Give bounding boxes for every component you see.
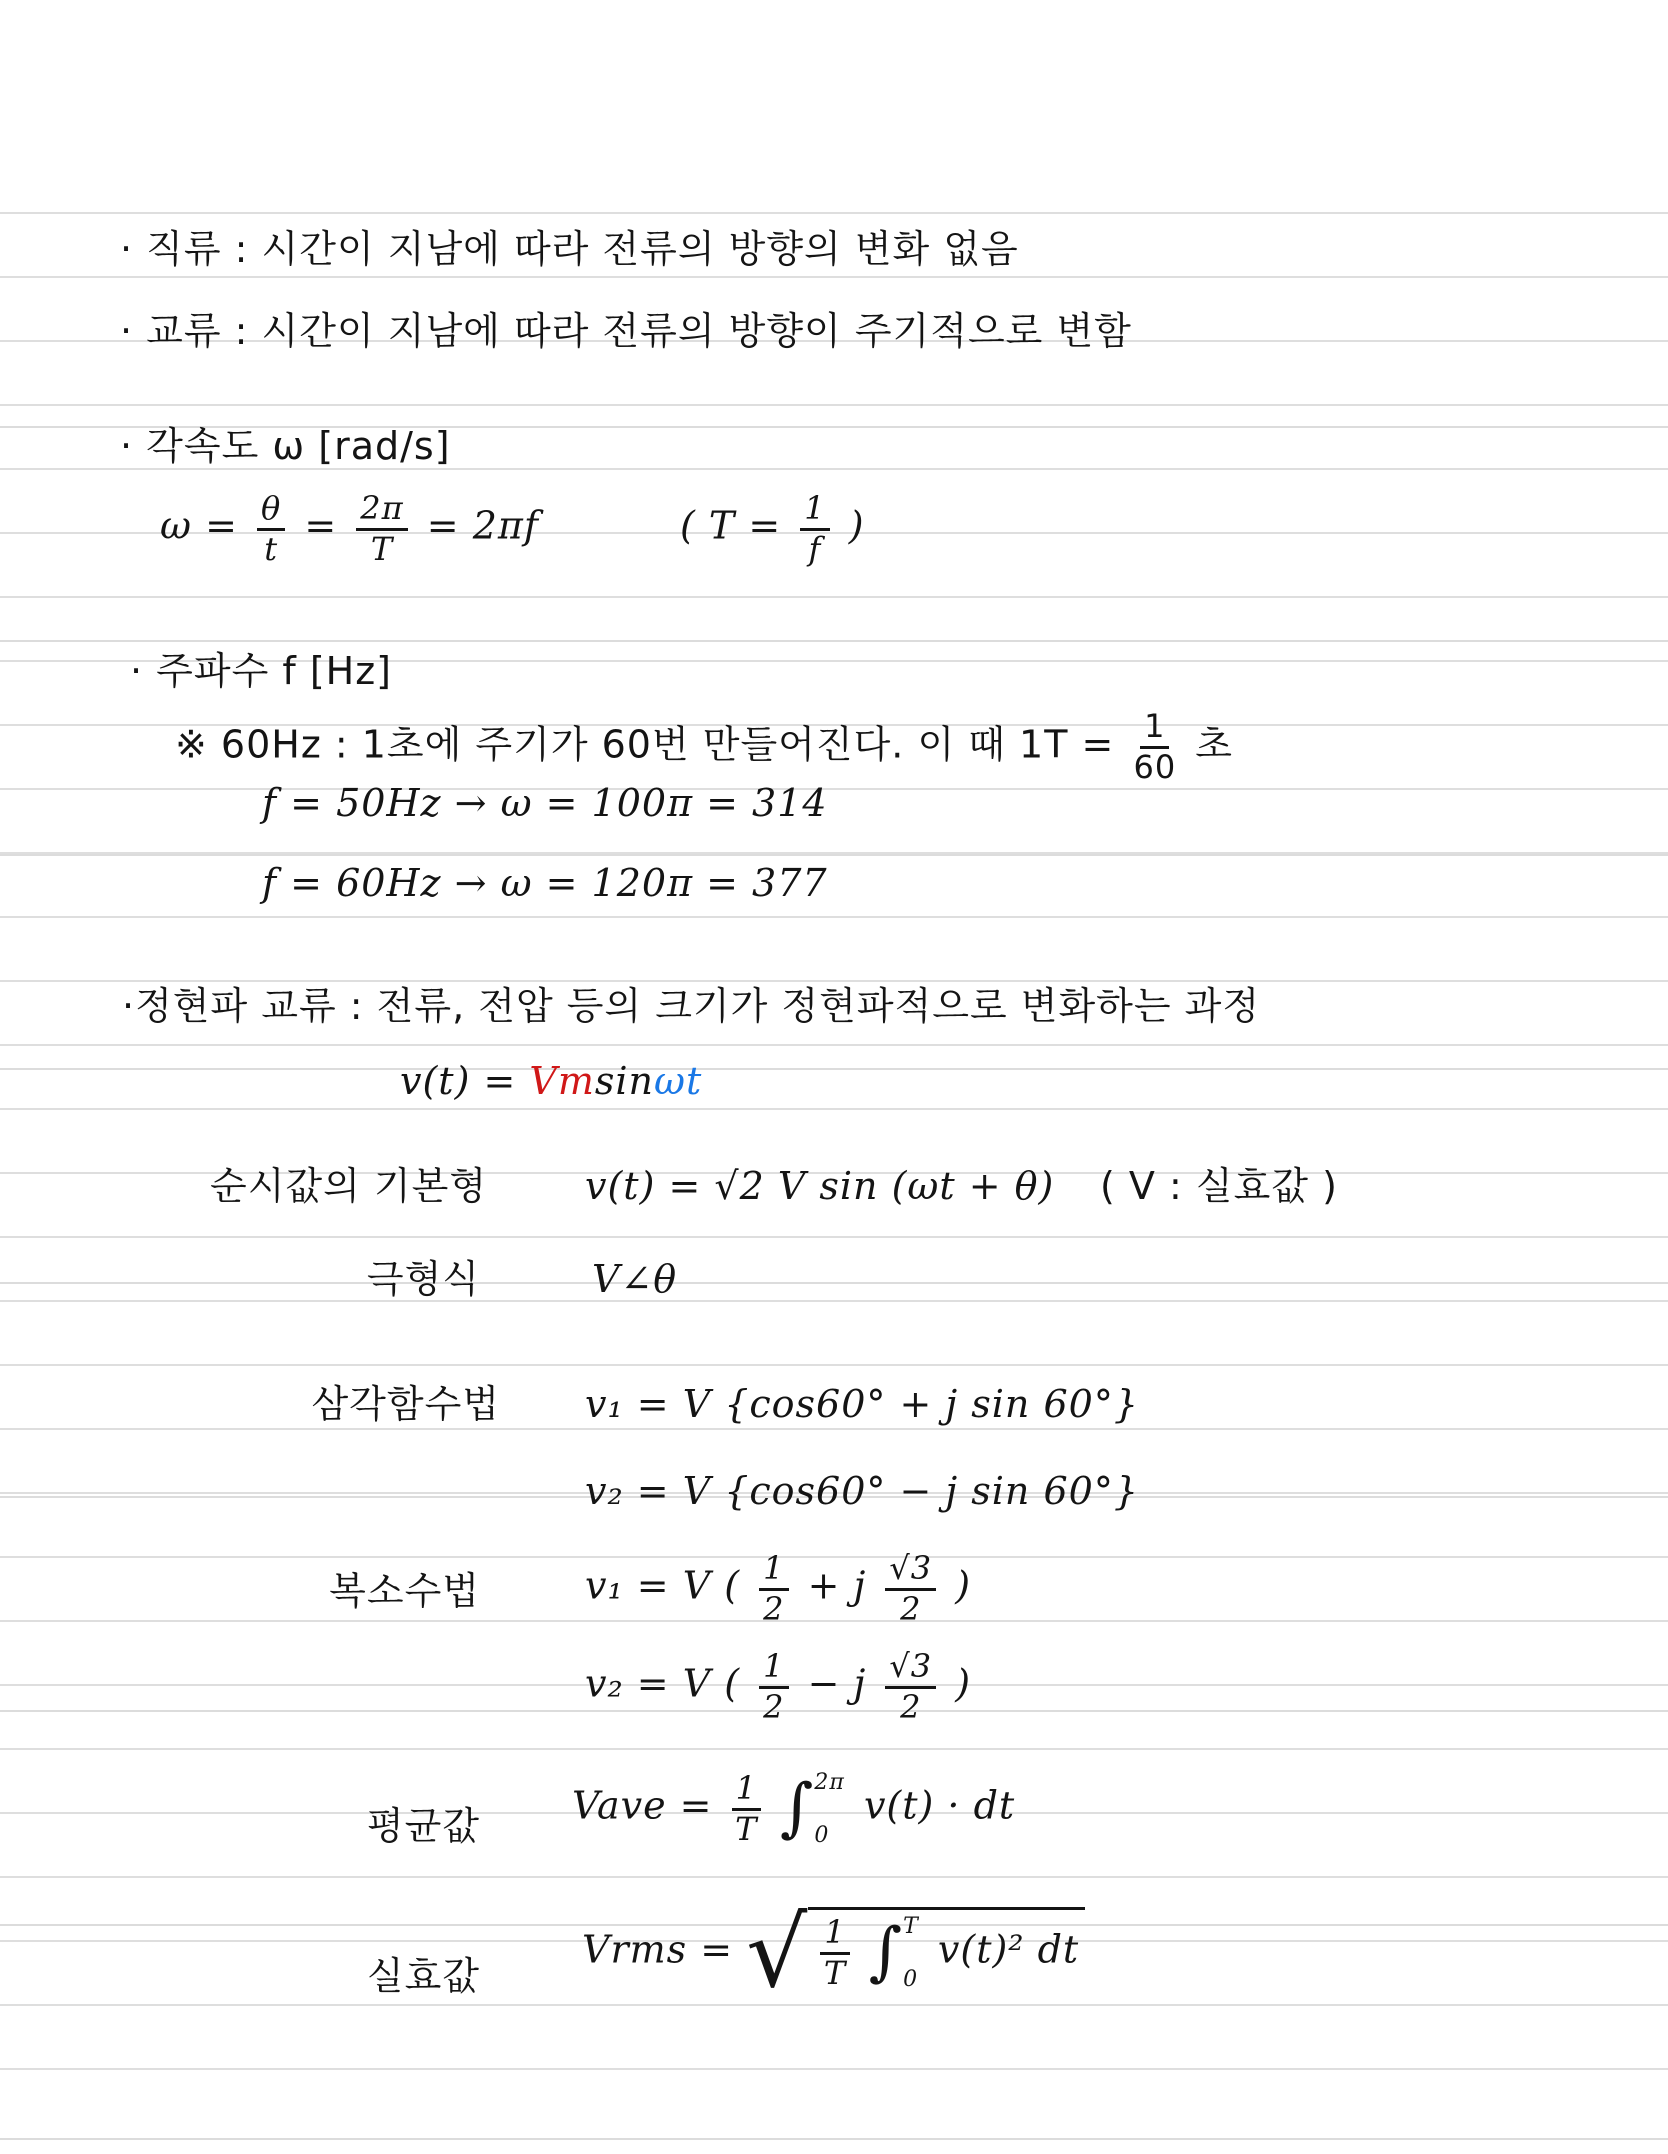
- integrand: v(t)² dt: [937, 1927, 1080, 1972]
- rule-line: [0, 916, 1668, 918]
- angular-velocity-heading: · 각속도 ω [rad/s]: [120, 424, 451, 468]
- complex-formula-2: [585, 1647, 972, 1726]
- one-over-f-fraction: [800, 489, 829, 568]
- angular-velocity-formula: [160, 489, 539, 568]
- lower-limit: 0: [903, 1966, 919, 1992]
- rule-line: [0, 980, 1668, 982]
- rule-line: [0, 1364, 1668, 1366]
- trig-formula-1: v₁ = V {cos60° + j sin 60°}: [585, 1382, 1140, 1426]
- plus-j: + j: [807, 1563, 867, 1608]
- freq-example-50hz: f = 50Hz → ω = 100π = 314: [262, 781, 828, 825]
- rms-label: 실효값: [366, 1954, 480, 1998]
- theta-over-t-fraction: [257, 489, 285, 568]
- ac-definition: · 교류 : 시간이 지남에 따라 전류의 방향이 주기적으로 변함: [120, 309, 1132, 353]
- integrand: v(t) · dt: [863, 1783, 1016, 1828]
- peak-voltage-term: Vm: [529, 1059, 595, 1103]
- one-half-fraction: [759, 1647, 788, 1726]
- rms-lhs: Vrms =: [582, 1927, 734, 1972]
- omega-symbol: ω =: [160, 503, 238, 548]
- rule-line: [0, 852, 1668, 854]
- fraction-denominator: 2: [900, 1589, 922, 1628]
- dc-definition: · 직류 : 시간이 지남에 따라 전류의 방향의 변화 없음: [120, 227, 1019, 271]
- polar-formula: V∠θ: [592, 1257, 678, 1301]
- trig-formula-2: v₂ = V {cos60° − j sin 60°}: [585, 1469, 1140, 1513]
- rule-line: [0, 2004, 1668, 2006]
- complex-prefix: v₁ = V (: [585, 1563, 741, 1608]
- two-pi-f-term: = 2πf: [426, 503, 539, 548]
- radicand: [808, 1907, 1085, 1992]
- average-formula: [572, 1770, 1015, 1848]
- rule-line: [0, 1108, 1668, 1110]
- integral-sign: ∫: [780, 1771, 815, 1846]
- fraction-denominator: f: [808, 529, 822, 568]
- omega-t-term: ωt: [654, 1059, 703, 1103]
- rule-line: [0, 596, 1668, 598]
- integral-sign: ∫: [868, 1915, 904, 1990]
- two-pi-over-t-fraction: [356, 489, 407, 568]
- upper-limit: T: [903, 1914, 919, 1939]
- trig-label: 삼각함수법: [311, 1382, 500, 1426]
- fraction-denominator: t: [264, 529, 279, 568]
- one-over-sixty-fraction: [1133, 707, 1177, 786]
- root3-over-2-fraction: [885, 1549, 936, 1628]
- square-root-sign: √: [746, 1897, 809, 2009]
- rule-line: [0, 1236, 1668, 1238]
- complex-prefix: v₂ = V (: [585, 1661, 741, 1706]
- lower-limit: 0: [814, 1822, 830, 1848]
- instantaneous-label: 순시값의 기본형: [210, 1164, 488, 1208]
- rule-line: [0, 1044, 1668, 1046]
- fraction-denominator: 60: [1133, 747, 1177, 786]
- fraction-denominator: 2: [763, 1687, 785, 1726]
- polar-label: 극형식: [366, 1257, 480, 1301]
- rule-line: [0, 404, 1668, 406]
- fraction-numerator: 1: [1140, 710, 1169, 749]
- sinusoidal-ac-heading: ·정현파 교류 : 전류, 전압 등의 크기가 정현파적으로 변화하는 과정: [122, 984, 1261, 1028]
- fraction-numerator: θ: [257, 492, 285, 531]
- fraction-denominator: T: [735, 1809, 758, 1848]
- fraction-denominator: T: [823, 1953, 847, 1992]
- rule-line: [0, 1876, 1668, 1878]
- fraction-denominator: 2: [900, 1687, 922, 1726]
- frequency-note: [175, 707, 1233, 786]
- seconds-unit: 초: [1195, 722, 1233, 767]
- rule-line: [0, 1748, 1668, 1750]
- frequency-note-text: ※ 60Hz : 1초에 주기가 60번 만들어진다. 이 때 1T =: [175, 722, 1115, 767]
- average-label: 평균값: [366, 1804, 480, 1848]
- rule-line: [0, 2068, 1668, 2070]
- rms-note: ( V : 실효값 ): [1100, 1164, 1338, 1208]
- fraction-numerator: 1: [759, 1650, 788, 1689]
- rule-line: [0, 212, 1668, 214]
- fraction-numerator: 2π: [356, 492, 407, 531]
- minus-j: − j: [807, 1661, 867, 1706]
- fraction-numerator: √3: [885, 1650, 936, 1689]
- one-over-t-fraction: [732, 1768, 761, 1848]
- close-paren: ): [955, 1661, 972, 1706]
- frequency-heading: · 주파수 f [Hz]: [130, 649, 392, 693]
- fraction-numerator: √3: [885, 1552, 936, 1591]
- fraction-denominator: T: [370, 529, 394, 568]
- complex-formula-1: [585, 1549, 972, 1628]
- integral-limits: [814, 1770, 844, 1848]
- integral-limits: [903, 1914, 919, 1992]
- one-over-t-fraction: [820, 1912, 849, 1992]
- equals-sign: =: [304, 503, 338, 548]
- period-close: ): [848, 503, 865, 548]
- sine-lhs: v(t) =: [400, 1059, 517, 1103]
- close-paren: ): [955, 1563, 972, 1608]
- instantaneous-formula: v(t) = √2 V sin (ωt + θ): [585, 1164, 1055, 1208]
- sinusoidal-formula: [400, 1060, 702, 1104]
- rule-line: [0, 276, 1668, 278]
- fraction-numerator: 1: [800, 492, 829, 531]
- root3-over-2-fraction: [885, 1647, 936, 1726]
- one-half-fraction: [759, 1549, 788, 1628]
- period-relation: [680, 489, 865, 568]
- average-lhs: Vave =: [572, 1783, 713, 1828]
- fraction-denominator: 2: [763, 1589, 785, 1628]
- freq-example-60hz: f = 60Hz → ω = 120π = 377: [262, 861, 828, 905]
- rms-formula: [582, 1897, 1085, 2009]
- sin-function: sin: [594, 1059, 655, 1103]
- complex-label: 복소수법: [329, 1569, 480, 1613]
- fraction-numerator: 1: [759, 1552, 788, 1591]
- upper-limit: 2π: [814, 1770, 845, 1795]
- rule-line: [0, 1428, 1668, 1430]
- period-open: ( T =: [680, 503, 782, 548]
- rule-line: [0, 788, 1668, 790]
- fraction-numerator: 1: [732, 1772, 761, 1811]
- fraction-numerator: 1: [820, 1916, 849, 1955]
